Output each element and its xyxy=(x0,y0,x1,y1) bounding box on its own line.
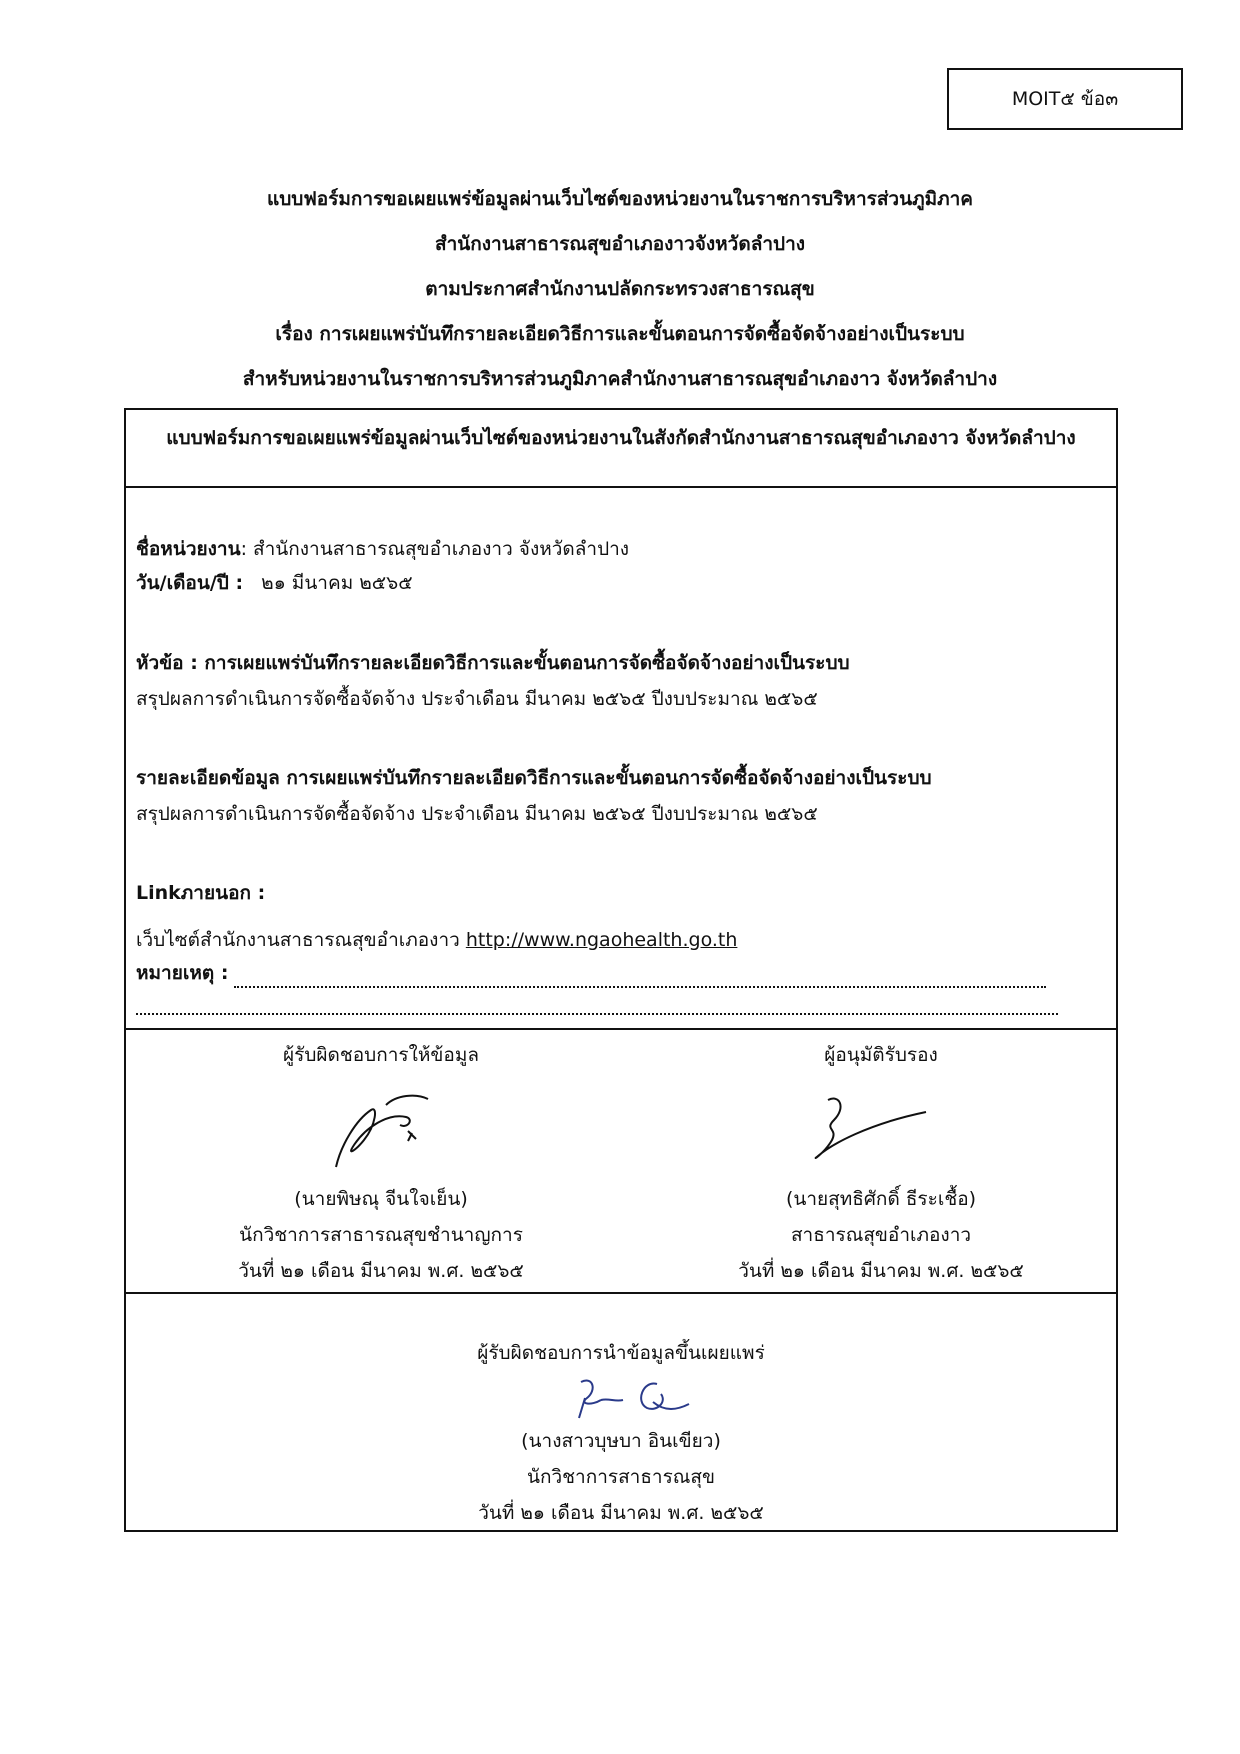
unit-value: : สำนักงานสาธารณสุขอำเภองาว จังหวัดลำปาง xyxy=(240,538,630,560)
header-line-3: ตามประกาศสำนักงานปลัดกระทรวงสาธารณสุข xyxy=(425,278,815,300)
website-link[interactable]: http://www.ngaohealth.go.th xyxy=(465,929,738,951)
right-position: สาธารณสุขอำเภองาว xyxy=(790,1224,972,1246)
detail-label: รายละเอียดข้อมูล การเผยแพร่บันทึกรายละเอียดวิธีการและขั้นตอนการจัดซื้อจัดจ้างอย่างเป็นระบบ xyxy=(136,767,932,789)
form-title: แบบฟอร์มการขอเผยแพร่ข้อมูลผ่านเว็บไซต์ของหน่วยงานในสังกัดสำนักงานสาธารณสุขอำเภองาว จังหวัดลำปาง xyxy=(166,427,1076,449)
remark-line xyxy=(136,958,1106,988)
right-signature xyxy=(798,1090,938,1170)
header-line-5: สำหรับหน่วยงานในราชการบริหารส่วนภูมิภาคสำนักงานสาธารณสุขอำเภองาว จังหวัดลำปาง xyxy=(242,368,998,390)
bottom-position: นักวิชาการสาธารณสุข xyxy=(526,1466,716,1488)
website-text: เว็บไซต์สำนักงานสาธารณสุขอำเภองาว xyxy=(136,929,460,951)
right-role: ผู้อนุมัติรับรอง xyxy=(824,1044,938,1066)
bottom-signature xyxy=(561,1372,701,1422)
bottom-date: วันที่ ๒๑ เดือน มีนาคม พ.ศ. ๒๕๖๕ xyxy=(478,1502,764,1524)
right-date: วันที่ ๒๑ เดือน มีนาคม พ.ศ. ๒๕๖๕ xyxy=(738,1260,1024,1282)
left-role: ผู้รับผิดชอบการให้ข้อมูล xyxy=(283,1044,479,1066)
bottom-role: ผู้รับผิดชอบการนำข้อมูลขึ้นเผยแพร่ xyxy=(477,1342,765,1364)
left-name: (นายพิษณุ จีนใจเย็น) xyxy=(294,1188,468,1210)
unit-line xyxy=(136,534,1106,564)
header-line-1: แบบฟอร์มการขอเผยแพร่ข้อมูลผ่านเว็บไซต์ของหน่วยงานในราชการบริหารส่วนภูมิภาค xyxy=(266,188,974,210)
left-date: วันที่ ๒๑ เดือน มีนาคม พ.ศ. ๒๕๖๕ xyxy=(238,1260,524,1282)
request-form xyxy=(124,408,1118,1532)
document-code-box xyxy=(947,68,1183,130)
unit-label: ชื่อหน่วยงาน xyxy=(136,538,241,560)
topic-text: สรุปผลการดำเนินการจัดซื้อจัดจ้าง ประจำเดือน มีนาคม ๒๕๖๕ ปีงบประมาณ ๒๕๖๕ xyxy=(136,688,818,710)
left-signature xyxy=(316,1085,446,1175)
external-link-label: Linkภายนอก : xyxy=(136,882,266,904)
header-line-2: สำนักงานสาธารณสุขอำเภองาวจังหวัดลำปาง xyxy=(434,233,806,255)
remark-label: หมายเหตุ : xyxy=(136,962,229,984)
remark-dotted-line-2 xyxy=(136,995,1058,1015)
date-line xyxy=(136,568,1106,598)
bottom-name: (นางสาวบุษบา อินเขียว) xyxy=(521,1430,721,1452)
form-details-section xyxy=(126,486,1116,1030)
topic-label: หัวข้อ : การเผยแพร่บันทึกรายละเอียดวิธีการและขั้นตอนการจัดซื้อจัดจ้างอย่างเป็นระบบ xyxy=(136,652,850,674)
website-line xyxy=(136,925,1106,955)
publisher-section xyxy=(126,1292,1116,1534)
date-label: วัน/เดือน/ปี : xyxy=(136,572,244,594)
remark-line-2 xyxy=(136,993,1106,1015)
right-name: (นายสุทธิศักดิ์ ธีระเชื้อ) xyxy=(785,1188,977,1210)
left-position: นักวิชาการสาธารณสุขชำนาญการ xyxy=(239,1224,523,1246)
document-code: MOIT๕ ข้อ๓ xyxy=(1011,88,1119,110)
header-line-4: เรื่อง การเผยแพร่บันทึกรายละเอียดวิธีการและขั้นตอนการจัดซื้อจัดจ้างอย่างเป็นระบบ xyxy=(275,323,965,345)
approval-section xyxy=(126,1028,1116,1294)
date-value: ๒๑ มีนาคม ๒๕๖๕ xyxy=(261,572,413,594)
detail-text: สรุปผลการดำเนินการจัดซื้อจัดจ้าง ประจำเดือน มีนาคม ๒๕๖๕ ปีงบประมาณ ๒๕๖๕ xyxy=(136,803,818,825)
remark-dotted-line xyxy=(234,968,1046,988)
